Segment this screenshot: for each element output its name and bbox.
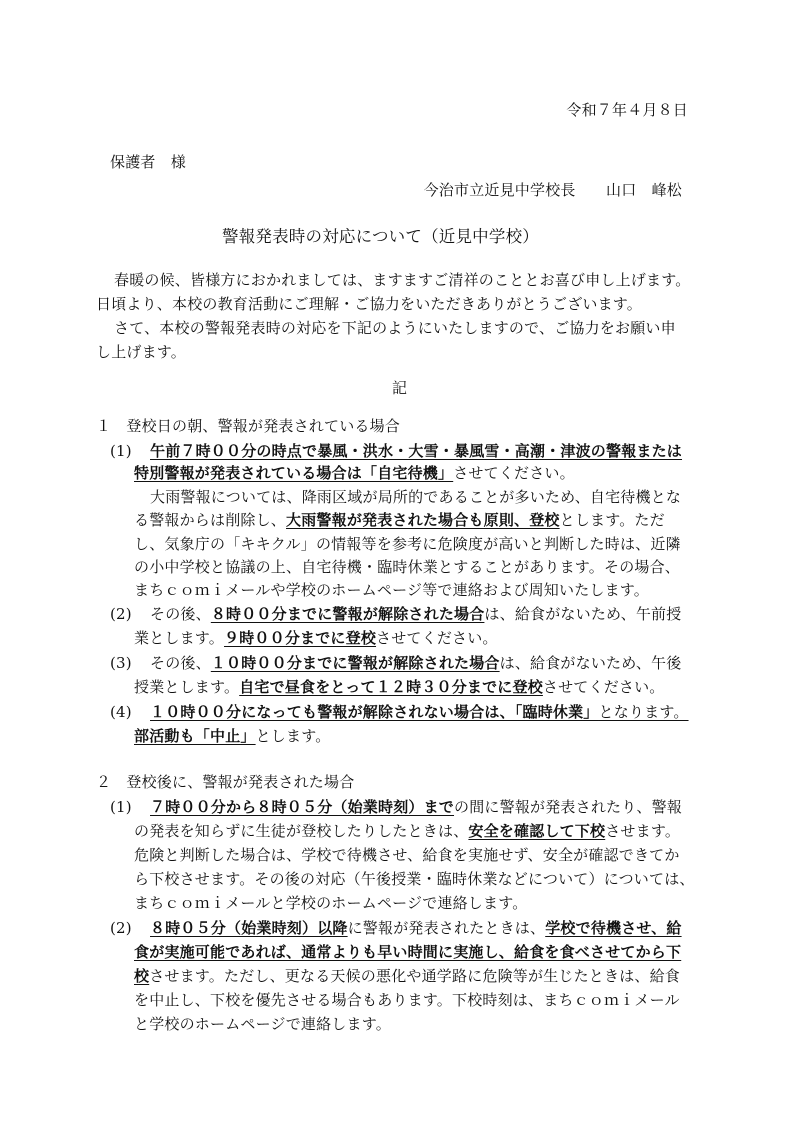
s1-i3-l2-emphasis: 自宅で昼食をとって１２時３０分までに登校 bbox=[239, 678, 543, 696]
s2-i1-l2-text-a: の発表を知らずに生徒が登校したりしたときは、 bbox=[134, 822, 469, 840]
s1-i2-l2-text-b: させてください。 bbox=[376, 629, 498, 647]
s1-item-1-line-5: し、気象庁の「キキクル」の情報等を参考に危険度が高いと判断した時は、近隣 bbox=[134, 535, 681, 553]
document-title: 警報発表時の対応について（近見中学校） bbox=[222, 227, 539, 246]
ki-heading: 記 bbox=[392, 379, 408, 397]
sender: 今治市立近見中学校長 山口 峰松 bbox=[423, 181, 682, 199]
s2-item-2-line-2: 食が実施可能であれば、通常よりも早い時間に実施し、給食を食べさせてから下 bbox=[134, 943, 682, 961]
s2-i2-l1-emphasis-b: 学校で待機させ、給 bbox=[545, 919, 682, 937]
s1-item-2-line-1 bbox=[150, 604, 681, 624]
s2-item-2-number: (2) bbox=[110, 919, 132, 937]
s1-i4-l1-emphasis: １０時００分になっても警報が解除されない場合は、「臨時休業」 bbox=[150, 703, 599, 721]
s1-item-1-line-3: 大雨警報については、降雨区域が局所的であることが多いため、自宅待機とな bbox=[150, 488, 682, 506]
s2-i2-l1-emphasis-a: ８時０５分（始業時刻）以降 bbox=[150, 919, 348, 937]
s1-item-4-line-2 bbox=[134, 726, 330, 746]
s1-item-1-line-6: の小中学校と協議の上、自宅待機・臨時休業とすることがあります。その場合、 bbox=[134, 558, 681, 576]
s1-item-3-line-1 bbox=[150, 653, 681, 673]
s2-item-2-line-1 bbox=[150, 918, 682, 938]
s1-i2-l1-text-b: は、給食がないため、午前授 bbox=[484, 605, 682, 623]
s1-i4-l2-text: とします。 bbox=[255, 727, 331, 745]
s2-i2-l3-text: させます。ただし、更なる天候の悪化や通学路に危険等が生じたときは、給食 bbox=[149, 967, 681, 985]
greeting-line-4: し上げます。 bbox=[96, 343, 187, 361]
s2-i1-l1-text: の間に警報が発表されたり、警報 bbox=[454, 798, 683, 816]
s1-i1-l4-text-b: とします。ただ bbox=[559, 511, 665, 529]
s1-item-1-number: (1) bbox=[110, 442, 132, 460]
s1-i2-l1-emphasis: ８時００分までに警報が解除された場合 bbox=[210, 605, 485, 623]
s1-item-2-line-2 bbox=[134, 628, 498, 648]
s1-i3-l1-text-b: は、給食がないため、午後 bbox=[499, 654, 682, 672]
s1-i2-l2-text-a: 業とします。 bbox=[134, 629, 225, 647]
s2-i2-l1-text: に警報が発表されたときは、 bbox=[347, 919, 546, 937]
greeting-line-2: 日頃より、本校の教育活動にご理解・ご協力をいただきありがとうございます。 bbox=[96, 295, 643, 313]
section-2-heading: ２ 登校後に、警報が発表された場合 bbox=[96, 773, 355, 791]
s1-item-2-number: (2) bbox=[110, 605, 132, 623]
s1-i1-l2-emphasis: 特別警報が発表されている場合は「自宅待機」 bbox=[134, 464, 454, 482]
s2-item-2-line-3 bbox=[134, 966, 680, 986]
recipient: 保護者 様 bbox=[110, 153, 187, 171]
s1-item-1-line-4 bbox=[134, 510, 665, 530]
s1-item-3-line-2 bbox=[134, 677, 665, 697]
s1-item-4-line-1 bbox=[150, 702, 689, 722]
s1-item-1-line-2 bbox=[134, 463, 575, 483]
s1-item-4-number: (4) bbox=[110, 703, 132, 721]
s1-item-1-line-7: まちｃｏｍｉメールや学校のホームページ等で連絡および周知いたします。 bbox=[134, 581, 650, 599]
s1-i2-l1-text-a: その後、 bbox=[150, 605, 211, 623]
s1-i1-l4-text-a: る警報からは削除し、 bbox=[134, 511, 287, 529]
s1-i2-l2-emphasis: ９時００分までに登校 bbox=[224, 629, 377, 647]
issue-date: 令和７年４月８日 bbox=[566, 101, 688, 119]
greeting-line-3: さて、本校の警報発表時の対応を下記のようにいたしますので、ご協力をお願い申 bbox=[114, 319, 676, 337]
s1-i3-l1-text-a: その後、 bbox=[150, 654, 211, 672]
s1-item-3-number: (3) bbox=[110, 654, 132, 672]
s1-i3-l1-emphasis: １０時００分までに警報が解除された場合 bbox=[210, 654, 500, 672]
s1-i1-l4-emphasis: 大雨警報が発表された場合も原則、登校 bbox=[286, 511, 560, 529]
s1-i4-l2-emphasis: 部活動も「中止」 bbox=[134, 727, 256, 745]
s2-item-2-line-4: を中止し、下校を優先させる場合もあります。下校時刻は、まちｃｏｍｉメール bbox=[134, 991, 680, 1009]
s1-i3-l2-text-a: 授業とします。 bbox=[134, 678, 240, 696]
s1-i3-l2-text-b: させてください。 bbox=[542, 678, 665, 696]
greeting-line-1: 春暖の候、皆様方におかれましては、ますますご清祥のこととお喜び申し上げます。 bbox=[114, 271, 691, 289]
s2-i2-l3-emphasis: 校 bbox=[134, 967, 150, 985]
s2-item-1-line-3: 危険と判断した場合は、学校で待機させ、給食を実施せず、安全が確認できてか bbox=[134, 846, 680, 864]
s2-item-1-line-1 bbox=[150, 797, 682, 817]
section-1-heading: １ 登校日の朝、警報が発表されている場合 bbox=[96, 417, 401, 435]
s2-i1-l1-emphasis: ７時００分から８時０５分（始業時刻）まで bbox=[150, 798, 455, 816]
s2-i1-l2-emphasis: 安全を確認して下校 bbox=[468, 822, 606, 840]
s1-item-1-line-1: 午前７時００分の時点で暴風・洪水・大雪・暴風雪・高潮・津波の警報または bbox=[150, 442, 683, 460]
s1-i1-l2-text: させてください。 bbox=[453, 464, 575, 482]
s2-item-2-line-5: と学校のホームページで連絡します。 bbox=[134, 1015, 391, 1033]
s2-item-1-line-4: ら下校させます。その後の対応（午後授業・臨時休業などについて）については、 bbox=[134, 870, 695, 888]
s1-i4-l1-text: となります。 bbox=[598, 703, 689, 721]
s2-item-1-line-2 bbox=[134, 821, 680, 841]
s2-i1-l2-text-b: させます。 bbox=[605, 822, 681, 840]
s2-item-1-line-5: まちｃｏｍｉメールと学校のホームページで連絡します。 bbox=[134, 894, 528, 912]
s2-item-1-number: (1) bbox=[110, 798, 132, 816]
